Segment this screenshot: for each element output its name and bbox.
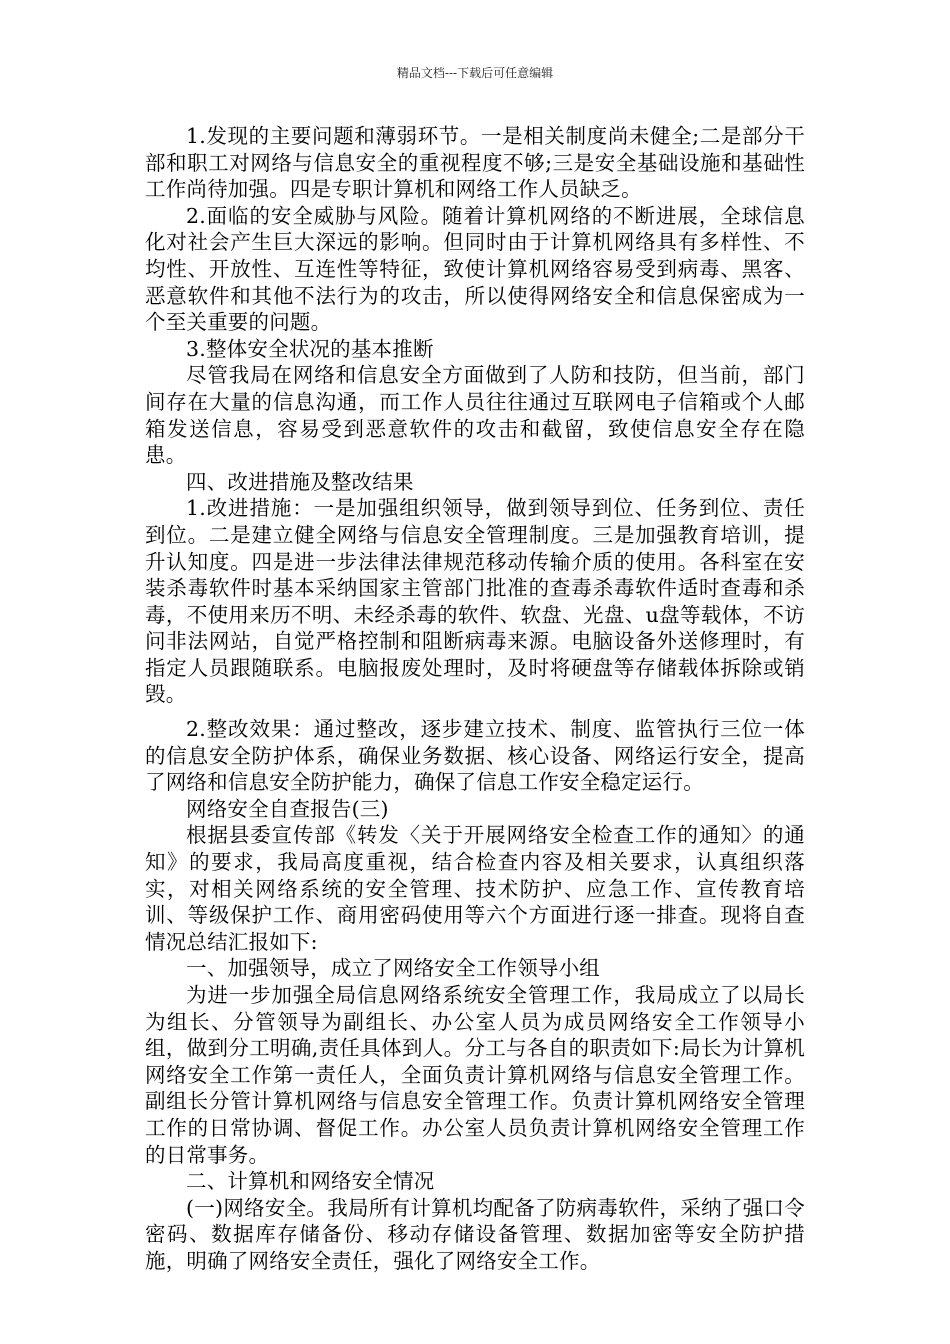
section-heading: 四、改进措施及整改结果 — [186, 469, 414, 494]
report-title: 网络安全自查报告(三) — [186, 796, 389, 821]
paragraph: (一)网络安全。我局所有计算机均配备了防病毒软件，采纳了强口令密码、数据库存储备份、移动存储设备管理、数据加密等安全防护措施，明确了网络安全责任，强化了网络安全工作。 — [145, 1195, 805, 1273]
paragraph: 2.面临的安全威胁与风险。随着计算机网络的不断进展，全球信息化对社会产生巨大深远的影响。但同时由于计算机网络具有多样性、不均性、开放性、互连性等特征，致使计算机网络容易受到病毒、黑客、恶意软件和其他不法行为的攻击，所以使得网络安全和信息保密成为一个至关重要的问题。 — [145, 203, 805, 335]
paragraph: 3.整体安全状况的基本推断 — [186, 336, 434, 361]
paragraph: 尽管我局在网络和信息安全方面做到了人防和技防，但当前，部门间存在大量的信息沟通，而工作人员往往通过互联网电子信箱或个人邮箱发送信息，容易受到恶意软件的攻击和截留，致使信息安全存在隐患。 — [145, 363, 805, 468]
page-header: 精品文档---下载后可任意编辑 — [396, 66, 554, 80]
paragraph: 1.改进措施：一是加强组织领导，做到领导到位、任务到位、责任到位。二是建立健全网络与信息安全管理制度。三是加强教育培训，提升认知度。四是进一步法律法律规范移动传输介质的使用。各科室在安装杀毒软件时基本采纳国家主管部门批准的查毒杀毒软件适时查毒和杀毒，不使用来历不明、未经杀毒的软件、软盘、光盘、u盘等载体，不访问非法网站，自觉严格控制和阻断病毒来源。电脑设备外送修理时，有指定人员跟随联系。电脑报废处理时，及时将硬盘等存储载体拆除或销毁。 — [145, 496, 805, 707]
document-body — [145, 123, 805, 1275]
paragraph: 1.发现的主要问题和薄弱环节。一是相关制度尚未健全;二是部分干部和职工对网络与信息安全的重视程度不够;三是安全基础设施和基础性工作尚待加强。四是专职计算机和网络工作人员缺乏。 — [145, 124, 805, 202]
paragraph: 为进一步加强全局信息网络系统安全管理工作，我局成立了以局长为组长、分管领导为副组长、办公室人员为成员网络安全工作领导小组，做到分工明确,责任具体到人。分工与各自的职责如下:局长为计算机网络安全工作第一责任人，全面负责计算机网络与信息安全管理工作。副组长分管计算机网络与信息安全管理工作。负责计算机网络安全管理工作的日常协调、督促工作。办公室人员负责计算机网络安全管理工作的日常事务。 — [145, 983, 805, 1167]
paragraph: 根据县委宣传部《转发〈关于开展网络安全检查工作的通知〉的通知》的要求，我局高度重视，结合检查内容及相关要求，认真组织落实，对相关网络系统的安全管理、技术防护、应急工作、宣传教育培训、等级保护工作、商用密码使用等六个方面进行逐一排查。现将自查情况总结汇报如下: — [145, 823, 805, 954]
section-heading: 二、计算机和网络安全情况 — [186, 1169, 435, 1194]
section-heading: 一、加强领导，成立了网络安全工作领导小组 — [186, 956, 600, 981]
paragraph: 2.整改效果：通过整改，逐步建立技术、制度、监管执行三位一体的信息安全防护体系，确保业务数据、核心设备、网络运行安全，提高了网络和信息安全防护能力，确保了信息工作安全稳定运行。 — [145, 717, 805, 795]
